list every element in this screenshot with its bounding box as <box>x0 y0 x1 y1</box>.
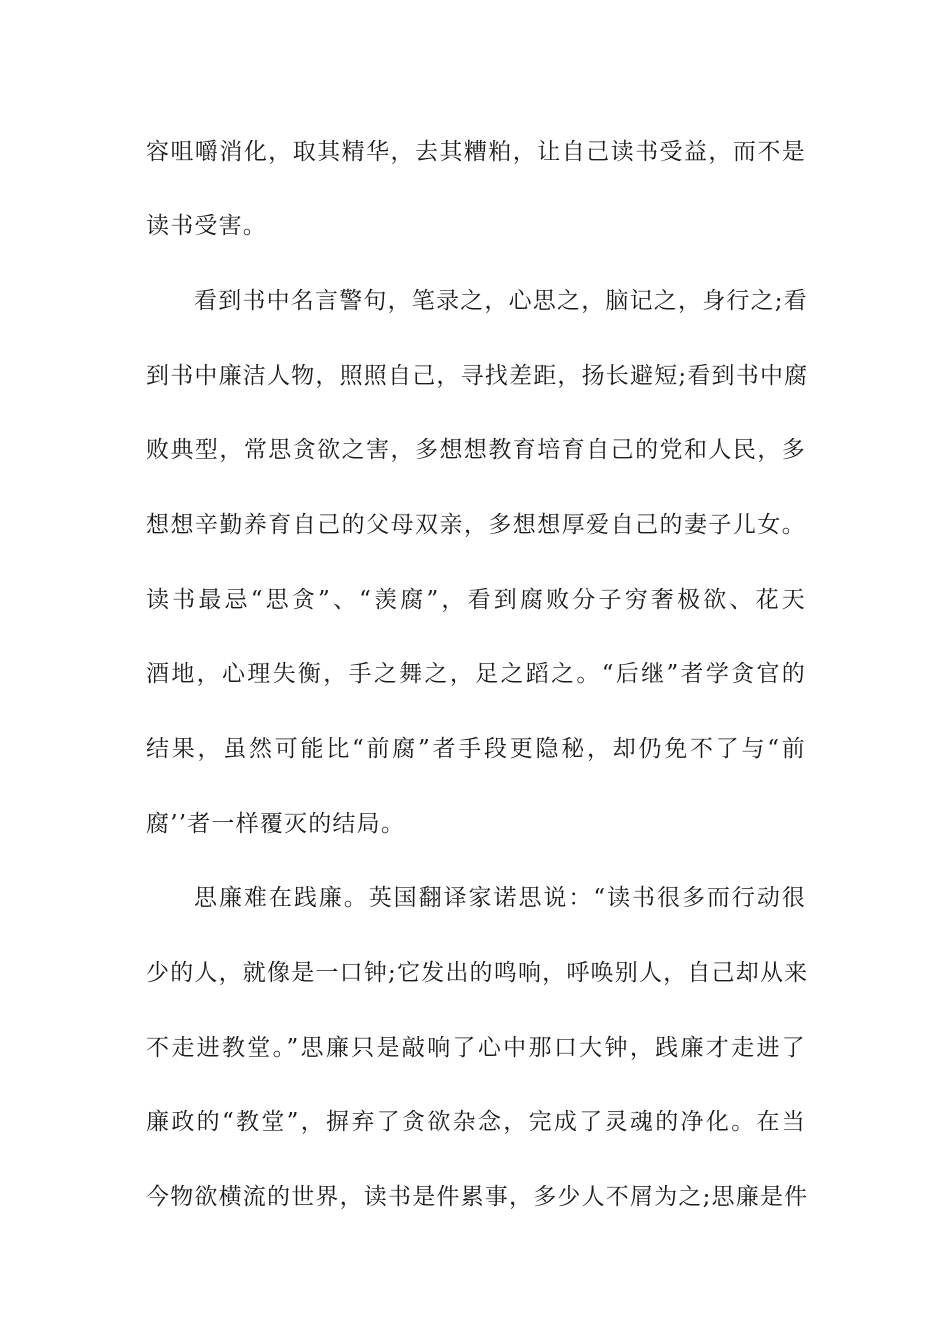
text-line-14: 廉政的“教堂”，摒弃了贪欲杂念，完成了灵魂的净化。在当 <box>146 1109 806 1135</box>
text-line-6: 想想辛勤养育自己的父母双亲，多想想厚爱自己的妻子儿女。 <box>146 512 806 538</box>
text-line-4: 到书中廉洁人物，照照自己，寻找差距，扬长避短;看到书中腐 <box>146 363 809 389</box>
text-line-9: 结果，虽然可能比“前腐”者手段更隐秘，却仍免不了与“前 <box>146 736 806 762</box>
text-line-2: 读书受害。 <box>146 213 267 239</box>
text-line-12: 少的人，就像是一口钟;它发出的鸣响，呼唤别人，自己却从来 <box>146 960 809 986</box>
text-line-7: 读书最忌“思贪”、“羡腐”，看到腐败分子穷奢极欲、花天 <box>146 587 806 613</box>
text-line-15: 今物欲横流的世界，读书是件累事，多少人不屑为之;思廉是件 <box>146 1184 809 1210</box>
text-line-10: 腐’’者一样覆灭的结局。 <box>146 811 406 837</box>
text-line-1: 容咀嚼消化，取其精华，去其糟粕，让自己读书受益，而不是 <box>146 139 806 165</box>
text-line-5: 败典型，常思贪欲之害，多想想教育培育自己的党和人民，多 <box>146 437 806 463</box>
text-line-3: 看到书中名言警句，笔录之，心思之，脑记之，身行之;看 <box>194 288 808 314</box>
text-line-13: 不走进教堂。”思廉只是敲响了心中那口大钟，践廉才走进了 <box>146 1035 806 1061</box>
text-line-8: 酒地，心理失衡，手之舞之，足之蹈之。“后继”者学贪官的 <box>146 661 806 687</box>
text-line-11: 思廉难在践廉。英国翻译家诺思说：“读书很多而行动很 <box>194 885 806 911</box>
